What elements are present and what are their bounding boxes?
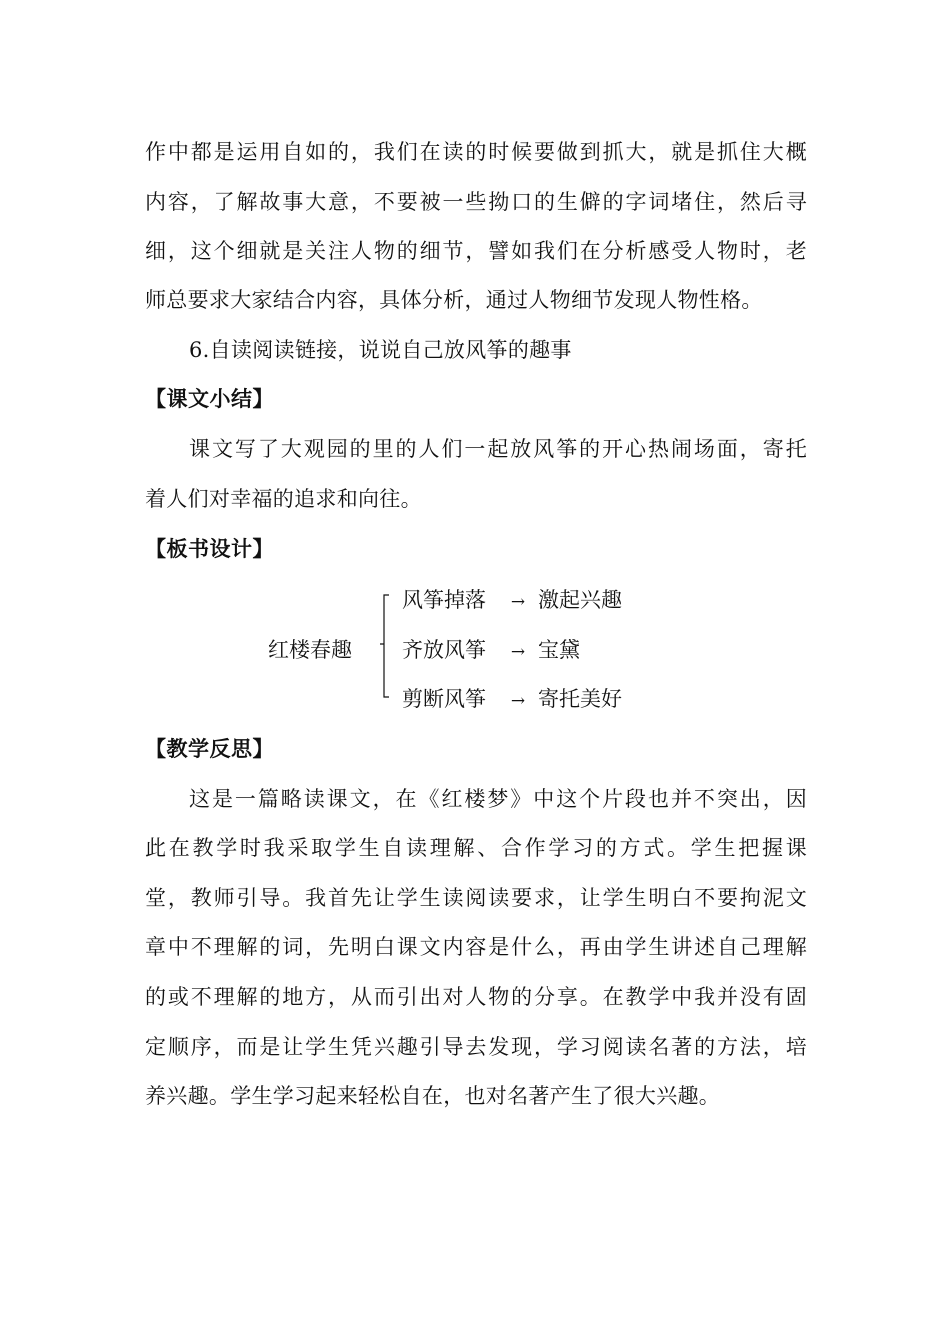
reflection-line: 堂，教师引导。我首先让学生读阅读要求，让学生明白不要拘泥文 [145,886,807,910]
board-center-title: 红楼春趣 [268,638,352,662]
paragraph-line: 细，这个细就是关注人物的细节，譬如我们在分析感受人物时，老 [145,239,807,263]
summary-line: 着人们对幸福的追求和向往。 [145,487,422,511]
reflection-line: 此在教学时我采取学生自读理解、合作学习的方式。学生把握课 [145,836,807,860]
board-row-right: 宝黛 [538,638,580,662]
reflection-heading: 【教学反思】 [145,737,274,761]
board-heading: 【板书设计】 [145,537,274,561]
item-6-text: 6.自读阅读链接，说说自己放风筝的趣事 [189,338,572,362]
summary-line: 课文写了大观园的里的人们一起放风筝的开心热闹场面，寄托 [189,437,807,461]
reflection-line: 的或不理解的地方，从而引出对人物的分享。在教学中我并没有固 [145,985,807,1009]
reflection-line: 这是一篇略读课文，在《红楼梦》中这个片段也并不突出，因 [189,787,807,811]
board-row-left: 风筝掉落 [402,588,486,612]
reflection-line: 养兴趣。学生学习起来轻松自在，也对名著产生了很大兴趣。 [145,1084,721,1108]
board-row-right: 寄托美好 [538,687,622,711]
board-row-left: 齐放风筝 [402,638,486,662]
reflection-line: 章中不理解的词，先明白课文内容是什么，再由学生讲述自己理解 [145,935,807,959]
paragraph-line: 内容，了解故事大意，不要被一些拗口的生僻的字词堵住，然后寻 [145,190,807,214]
board-brace [380,594,390,698]
board-row [402,684,622,716]
board-row-left: 剪断风筝 [402,687,486,711]
summary-heading: 【课文小结】 [145,387,274,411]
arrow-icon: → [510,642,526,662]
arrow-icon: → [510,592,526,612]
reflection-line: 定顺序，而是让学生凭兴趣引导去发现，学习阅读名著的方法，培 [145,1035,807,1059]
paragraph-line: 师总要求大家结合内容，具体分析，通过人物细节发现人物性格。 [145,288,763,312]
board-row-right: 激起兴趣 [538,588,622,612]
paragraph-line: 作中都是运用自如的，我们在读的时候要做到抓大，就是抓住大概 [145,140,807,164]
board-row [402,635,580,667]
arrow-icon: → [510,691,526,711]
board-row [402,585,622,617]
